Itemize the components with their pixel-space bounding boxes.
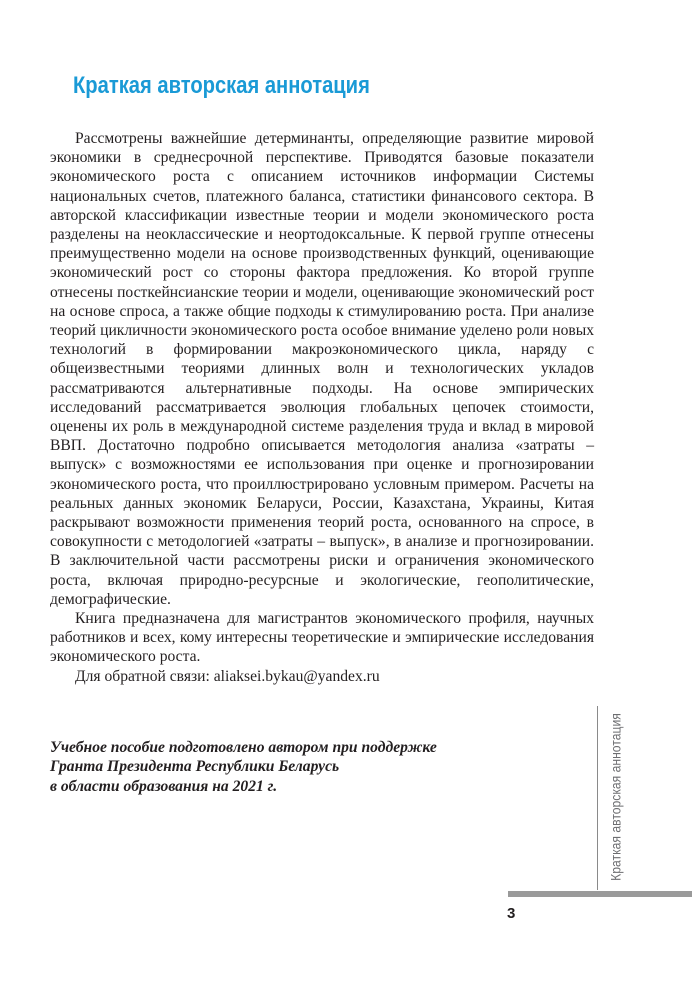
running-head: Краткая авторская аннотация [608, 713, 624, 881]
contact-label: Для обратной связи: [75, 667, 210, 685]
contact-line [50, 667, 594, 686]
side-divider [597, 706, 598, 890]
audience-paragraph: Книга предназначена для магистрантов экономического профиля, научных работников и всех, кому интересны теоретические и эмпирические исследования экономического роста. [50, 610, 594, 666]
abstract-paragraph: Рассмотрены важнейшие детерминанты, определяющие развитие мировой экономики в среднесрочной перспективе. Приводятся базовые показатели экономического роста с описанием источников информации Системы национальных счетов, платежного баланса, статистики финансового сектора. В авторской классификации известные теории и модели экономического роста разделены на неоклассические и неортодоксальные. К первой группе отнесены преимущественно модели на основе производственных функций, оценивающие экономический рост со стороны фактора предложения. Ко второй группе отнесены посткейнсианские теории и модели, оценивающие экономический рост на основе спроса, а также общие подходы к стимулированию роста. При анализе теорий цикличности экономического роста особое внимание уделено роли новых технологий в формировании макроэкономического цикла, наряду с общеизвестными теориями длинных волн и технологических укладов рассматриваются альтернативные подходы. На основе эмпирических исследований рассматривается эволюция глобальных цепочек стоимости, оценены их роль в международной системе разделения труда и вклад в мировой ВВП. Достаточно подробно описывается методология анализа «затраты – выпуск» с возможностями ее использования при оценке и прогнозировании экономического роста, что проиллюстрировано условным примером. Расчеты на реальных данных экономик Беларуси, России, Казахстана, Украины, Китая раскрывают возможности применения теорий роста, основанного на спросе, в совокупности с методологией «затраты – выпуск», в анализе и прогнозировании. В заключительной части рассмотрены риски и ограничения экономического роста, включая природно-ресурсные и экологические, геополитические, демографические. [50, 130, 594, 608]
abstract-body [50, 129, 594, 686]
grant-support-note [50, 738, 470, 796]
page-title: Краткая авторская аннотация [73, 72, 370, 99]
contact-email: aliaksei.bykau@yandex.ru [213, 667, 380, 685]
footer-bar [508, 891, 692, 897]
grant-note-line: Гранта Президента Республики Беларусь [50, 758, 340, 776]
page-number: 3 [507, 905, 516, 922]
grant-note-line: Учебное пособие подготовлено автором при поддержке [50, 739, 437, 756]
grant-note-line: в области образования на 2021 г. [50, 777, 278, 795]
